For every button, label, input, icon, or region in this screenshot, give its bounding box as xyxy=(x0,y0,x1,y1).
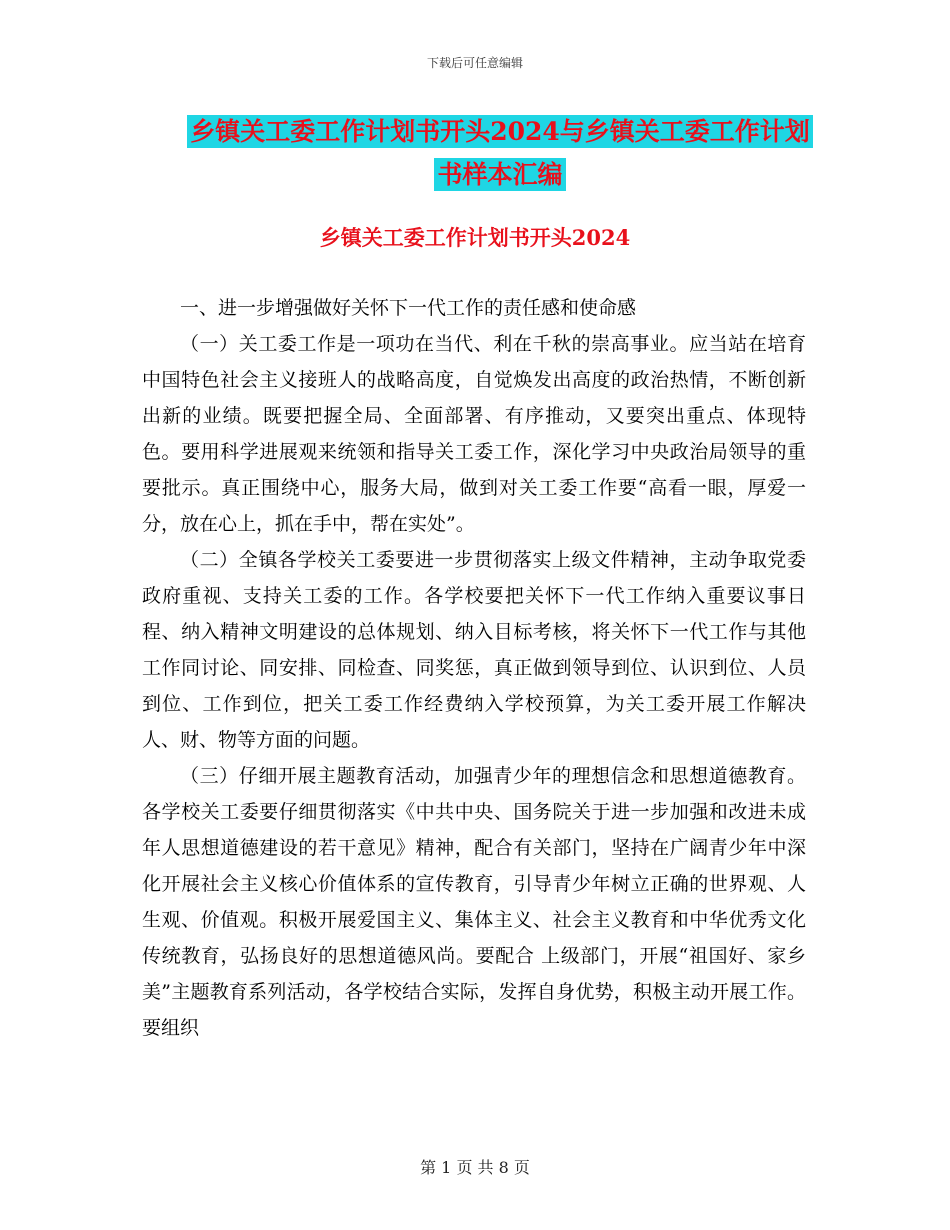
document-title-text: 乡镇关工委工作计划书开头2024与乡镇关工委工作计划书样本汇编 xyxy=(187,115,813,191)
body-paragraph-1: （一）关工委工作是一项功在当代、利在千秋的崇高事业。应当站在培育中国特色社会主义接班人的战略高度，自觉焕发出高度的政治热情，不断创新出新的业绩。既要把握全局、全面部署、有序推动，又要突出重点、体现特色。要用科学进展观来统领和指导关工委工作，深化学习中央政治局领导的重要批示。真正围绕中心，服务大局，做到对关工委工作要“高看一眼，厚爱一分，放在心上，抓在手中，帮在实处”。 xyxy=(142,333,806,535)
heading-paragraph-1: 一、进一步增强做好关怀下一代工作的责任感和使命感 xyxy=(180,297,637,319)
page-header-note: 下载后可任意编辑 xyxy=(426,56,523,70)
section-title: 乡镇关工委工作计划书开头2024 xyxy=(319,225,631,250)
body-paragraph-3: （三）仔细开展主题教育活动，加强青少年的理想信念和思想道德教育。各学校关工委要仔细贯彻落实《中共中央、国务院关于进一步加强和改进未成年人思想道德建设的若干意见》精神，配合有关部门，坚持在广阔青少年中深化开展社会主义核心价值体系的宣传教育，引导青少年树立正确的世界观、人生观、价值观。积极开展爱国主义、集体主义、社会主义教育和中华优秀文化传统教育，弘扬良好的思想道德风尚。要配合 上级部门，开展“祖国好、家乡美”主题教育系列活动，各学校结合实际，发挥自身优势，积极主动开展工作。要组织 xyxy=(142,765,806,1039)
page-number-footer: 第 1 页 共 8 页 xyxy=(420,1158,530,1177)
document-title xyxy=(185,110,815,196)
document-body xyxy=(142,290,806,1046)
body-paragraph-2: （二）全镇各学校关工委要进一步贯彻落实上级文件精神，主动争取党委政府重视、支持关工委的工作。各学校要把关怀下一代工作纳入重要议事日程、纳入精神文明建设的总体规划、纳入目标考核，将关怀下一代工作与其他工作同讨论、同安排、同检查、同奖惩，真正做到领导到位、认识到位、人员到位、工作到位，把关工委工作经费纳入学校预算，为关工委开展工作解决人、财、物等方面的问题。 xyxy=(142,549,806,751)
